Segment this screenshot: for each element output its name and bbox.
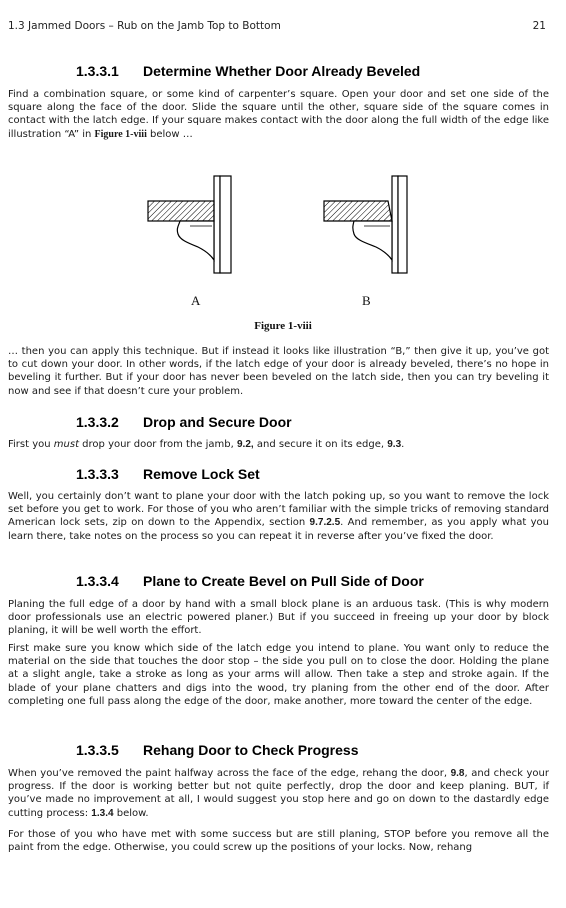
figure-caption: Figure 1-viii <box>254 320 312 332</box>
text-run: below. <box>113 807 149 819</box>
text-run: When you’ve removed the paint halfway across the face of the edge, rehang the door, <box>8 768 451 779</box>
section-heading-1-3-3-1 <box>76 63 420 79</box>
section-heading-1-3-3-5 <box>76 742 359 758</box>
text-run: Well, you certainly don’t want to plane your door with the latch poking up, so you want to remove the lock set before you get to work. For those of you who aren’t familiar with the simple tricks of removing standard American lock sets, zip on down to the Appendix, section <box>8 491 549 529</box>
text-run: below … <box>146 128 193 140</box>
section-reference: 1.3.4 <box>91 807 114 819</box>
section-number: 1.3.3.3 <box>76 466 119 482</box>
running-header <box>8 20 546 32</box>
illustration-a <box>148 176 231 273</box>
section-title: Drop and Secure Door <box>143 414 292 430</box>
section-number: 1.3.3.2 <box>76 414 119 430</box>
running-title: 1.3 Jammed Doors – Rub on the Jamb Top to Bottom <box>8 20 281 32</box>
section-number: 1.3.3.5 <box>76 742 119 758</box>
paragraph-rehang-check <box>8 767 549 820</box>
text-run: drop your door from the jamb, <box>79 439 237 450</box>
illustration-b <box>324 176 407 273</box>
page-number: 21 <box>532 20 546 32</box>
section-number: 1.3.3.4 <box>76 573 119 589</box>
section-title: Rehang Door to Check Progress <box>143 742 359 758</box>
section-reference: 9.2, <box>237 439 254 450</box>
illustration-label-b: B <box>362 293 371 308</box>
paragraph-remove-lock <box>8 490 549 543</box>
text-run: , and check your progress. If the door is working better but not quite perfectly, drop the door and keep planing. BUT, if you’ve made no improvement at all, I would suggest you stop here and go on down to the dastardly edge cutting process: <box>8 768 549 819</box>
section-title: Determine Whether Door Already Beveled <box>143 63 421 79</box>
illustration-label-a: A <box>191 293 201 308</box>
section-title: Remove Lock Set <box>143 466 260 482</box>
section-reference: 9.8 <box>450 768 465 779</box>
text-run: and secure it on its edge, <box>253 439 388 450</box>
emphasis: must <box>53 439 79 450</box>
section-reference: 9.7.2.5 <box>309 517 341 529</box>
section-heading-1-3-3-3 <box>76 466 260 482</box>
section-heading-1-3-3-4 <box>76 573 424 589</box>
text-run: Find a combination square, or some kind of carpenter’s square. Open your door and set one side of the square along the face of the door. Slide the square until the other, square side of the square comes in contact with the latch edge. If your square makes contact with the door along the full width of the edge like illustration “A” in <box>8 89 549 140</box>
text-run: . And remember, as you apply what you learn there, take notes on the process so you can repeat it in reverse after you’ve fixed the door. <box>8 517 549 542</box>
paragraph-find-square <box>8 88 549 141</box>
paragraph-planing-arduous: Planing the full edge of a door by hand with a small block plane is an arduous task. (This is why modern door professionals use an electric powered planer.) But if you succeed in freeing up your door by block planing, it will be well worth the effort. <box>8 599 549 637</box>
paragraph-apply-technique: … then you can apply this technique. But if instead it looks like illustration “B,” then give it up, you’ve got to cut down your door. In other words, if the latch edge of your door is already beveled, there’s no hope in beveling it further. But if your door has never been beveled on the latch side, then you can try beveling it now and see if that doesn’t cure your problem. <box>8 346 549 397</box>
figure-reference: Figure 1-viii <box>94 128 147 140</box>
figure-1-viii <box>140 170 430 312</box>
text-run: . <box>401 439 405 450</box>
text-run: First you <box>8 439 54 450</box>
section-heading-1-3-3-2 <box>76 414 292 430</box>
section-number: 1.3.3.1 <box>76 63 119 79</box>
paragraph-stop-planing: For those of you who have met with some success but are still planing, STOP before you remove all the paint from the edge. Otherwise, you could screw up the positions of your locks. Now, rehang <box>8 829 549 854</box>
section-title: Plane to Create Bevel on Pull Side of Door <box>143 573 424 589</box>
paragraph-planing-steps: First make sure you know which side of the latch edge you intend to plane. You want only to reduce the material on the side that touches the door stop – the side you pull on to close the door. Holding the plane at a slight angle, take a stroke as long as your arms will allow. Then take a step and stroke again. If the blade of your plane chatters and digs into the wood, try planing from the other end of the door. After completing one full pass along the edge of the door, make another, more toward the center of the edge. <box>8 643 549 707</box>
section-reference: 9.3 <box>387 439 402 450</box>
paragraph-drop-door <box>8 438 549 451</box>
